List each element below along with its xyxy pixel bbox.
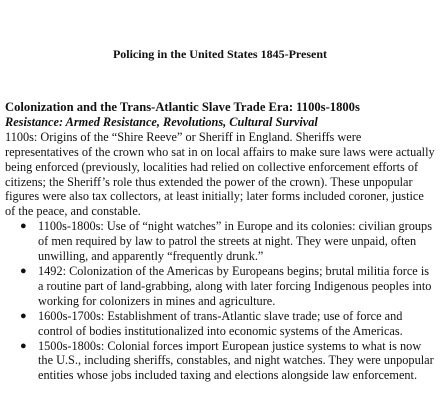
bullet-list: [5, 219, 437, 383]
list-item: [5, 219, 437, 264]
intro-paragraph: 1100s: Origins of the “Shire Reeve” or Sheriff in England. Sheriffs were representatives of the crown who sat in on local affairs to make sure laws were actually being enforced (previously, localities had relied on collective enforcement efforts of citizens; the Sheriff’s role thus extended the power of the crown). These unpopular figures were also tax collectors, at least initially; later forms included coroner, justice of the peace, and constable.: [5, 129, 435, 219]
list-item-text: 1100s-1800s: Use of “night watches” in Europe and its colonies: civilian groups of men required by law to patrol the streets at night. They were unpaid, often unwilling, and apparently “frequently drunk.”: [38, 219, 432, 264]
bullet-icon: ●: [20, 220, 27, 233]
bullet-icon: ●: [20, 264, 27, 277]
section-subheading: Resistance: Armed Resistance, Revolutions, Cultural Survival: [5, 114, 318, 129]
section-heading: Colonization and the Trans-Atlantic Slave Trade Era: 1100s-1800s: [5, 100, 360, 114]
list-item-text: 1600s-1700s: Establishment of trans-Atlantic slave trade; use of force and control of bodies institutionalized into economic systems of the Americas.: [38, 308, 403, 338]
document-body: [5, 100, 437, 383]
bullet-icon: ●: [20, 339, 27, 352]
list-item: [5, 309, 437, 339]
list-item: [5, 264, 437, 309]
list-item-text: 1492: Colonization of the Americas by Europeans begins; brutal militia force is a routine part of land-grabbing, along with later forcing Indigenous peoples into working for colonizers in mines and agriculture.: [38, 263, 432, 308]
list-item: [5, 339, 437, 384]
bullet-icon: ●: [20, 309, 27, 322]
document-title: Policing in the United States 1845-Present: [112, 47, 328, 61]
list-item-text: 1500s-1800s: Colonial forces import European justice systems to what is now the U.S., including sheriffs, constables, and night watches. They were unpopular entities whose jobs included taxing and elections alongside law enforcement.: [38, 338, 434, 383]
